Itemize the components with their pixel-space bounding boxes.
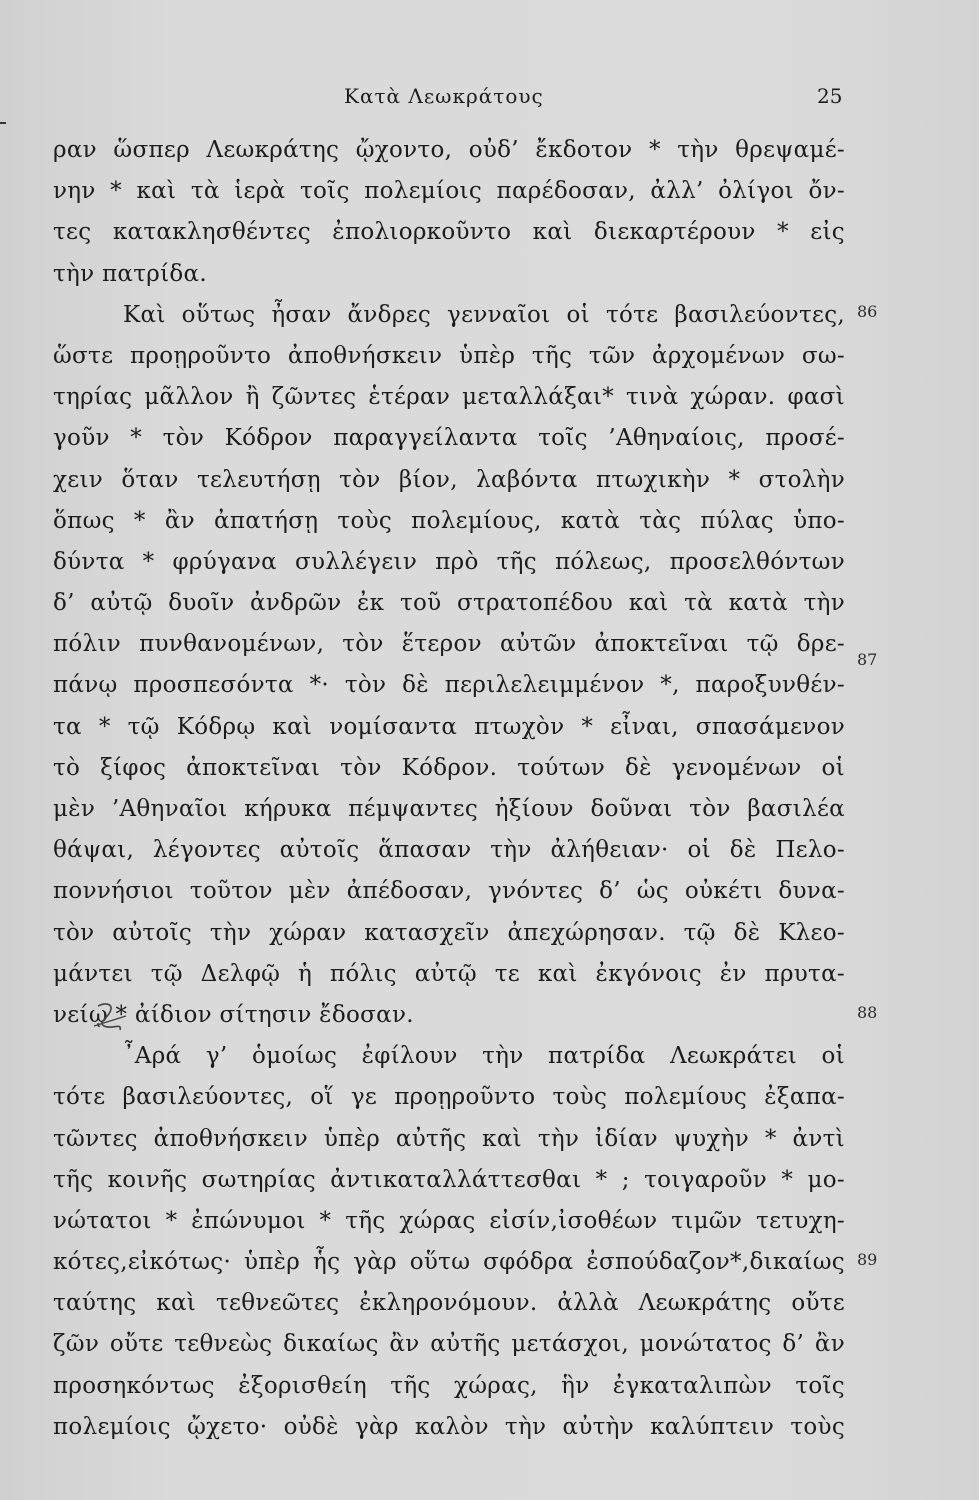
running-title: Κατὰ Λεωκράτους: [344, 84, 544, 108]
text-line: νην * καὶ τὰ ἱερὰ τοῖς πολεμίοις παρέδοσαν, ἀλλ’ ὀλίγοι ὄν-: [53, 178, 845, 205]
text-line: πάνῳ προσπεσόντα *· τὸν δὲ περιλελειμμένον *, παροξυνθέν-: [53, 672, 845, 699]
text-line: δ’ αὐτῷ δυοῖν ἀνδρῶν ἐκ τοῦ στρατοπέδου καὶ τὰ κατὰ τὴν: [53, 590, 845, 617]
text-line: τὴν πατρίδα.: [53, 260, 207, 287]
text-line: ῏Αρά γ’ ὁμοίως ἐφίλουν τὴν πατρίδα Λεωκράτει οἱ: [123, 1043, 845, 1070]
text-line: γοῦν * τὸν Κόδρον παραγγείλαντα τοῖς ’Αθηναίοις, προσέ-: [53, 425, 845, 452]
text-line: Καὶ οὕτως ἦσαν ἄνδρες γενναῖοι οἱ τότε βασιλεύοντες,: [123, 301, 845, 328]
margin-number: 88: [857, 1003, 878, 1022]
text-line: τότε βασιλεύοντες, οἵ γε προῃροῦντο τοὺς πολεμίους ἐξαπα-: [53, 1084, 845, 1111]
text-line: χειν ὅταν τελευτήσῃ τὸν βίον, λαβόντα πτωχικὴν * στολὴν: [53, 466, 845, 493]
pencil-mark-icon: [92, 1000, 132, 1036]
margin-number: 89: [857, 1250, 878, 1269]
text-line: δύντα * φρύγανα συλλέγειν πρὸ τῆς πόλεως, προσελθόντων: [53, 548, 845, 575]
text-line: μὲν ’Αθηναῖοι κήρυκα πέμψαντες ἠξίουν δοῦναι τὸν βασιλέα: [53, 796, 845, 822]
text-line: τὸν αὐτοῖς τὴν χώραν κατασχεῖν ἀπεχώρησαν. τῷ δὲ Κλεο-: [53, 919, 845, 946]
text-line: τῆς κοινῆς σωτηρίας ἀντικαταλλάττεσθαι * ; τοιγαροῦν * μο-: [53, 1166, 845, 1193]
text-line: τὸ ξίφος ἀποκτεῖναι τὸν Κόδρον. τούτων δὲ γενομένων οἱ: [53, 754, 845, 781]
text-line: ποννήσιοι τοῦτον μὲν ἀπέδοσαν, γνόντες δ’ ὡς οὐκέτι δυνα-: [53, 878, 845, 905]
text-line: ζῶν οὔτε τεθνεὼς δικαίως ἂν αὐτῆς μετάσχοι, μονώτατος δ’ ἂν: [53, 1331, 845, 1358]
text-line: νείῳ * ἀίδιον σίτησιν ἔδοσαν.: [53, 1001, 414, 1028]
text-line: τα * τῷ Κόδρῳ καὶ νομίσαντα πτωχὸν * εἶναι, σπασάμενον: [53, 713, 845, 740]
text-line: ὥστε προῃροῦντο ἀποθνήσκειν ὑπὲρ τῆς τῶν ἀρχομένων σω-: [53, 342, 845, 369]
text-line: πόλιν πυνθανομένων, τὸν ἕτερον αὐτῶν ἀποκτεῖναι τῷ δρε-: [53, 631, 845, 658]
margin-number: 87: [857, 650, 878, 669]
text-line: προσηκόντως ἐξορισθείη τῆς χώρας, ἣν ἐγκαταλιπὼν τοῖς: [53, 1372, 845, 1399]
text-line: κότες,εἰκότως· ὑπὲρ ἧς γὰρ οὕτω σφόδρα ἐσπούδαζον*,δικαίως: [53, 1249, 845, 1276]
text-line: τηρίας μᾶλλον ἢ ζῶντες ἑτέραν μεταλλάξαι* τινὰ χώραν. φασὶ: [53, 384, 845, 411]
running-head: [0, 84, 979, 114]
edge-mark: [0, 122, 6, 124]
margin-number: 86: [857, 302, 878, 321]
text-line: θάψαι, λέγοντες αὐτοῖς ἅπασαν τὴν ἀλήθειαν· οἱ δὲ Πελο-: [53, 837, 845, 864]
text-line: μάντει τῷ Δελφῷ ἡ πόλις αὐτῷ τε καὶ ἐκγόνοις ἐν πρυτα-: [53, 960, 845, 987]
text-line: ταύτης καὶ τεθνεῶτες ἐκληρονόμουν. ἀλλὰ Λεωκράτης οὔτε: [53, 1290, 845, 1317]
text-line: ὅπως * ἂν ἀπατήσῃ τοὺς πολεμίους, κατὰ τὰς πύλας ὑπο-: [53, 507, 845, 534]
text-line: τες κατακλησθέντες ἐπολιορκοῦντο καὶ διεκαρτέρουν * εἰς: [53, 219, 845, 246]
text-line: πολεμίοις ᾤχετο· οὐδὲ γὰρ καλὸν τὴν αὐτὴν καλύπτειν τοὺς: [53, 1413, 845, 1440]
page-number: 25: [817, 84, 843, 108]
text-line: τῶντες ἀποθνήσκειν ὑπὲρ αὐτῆς καὶ τὴν ἰδίαν ψυχὴν * ἀντὶ: [53, 1125, 845, 1152]
text-line: ραν ὥσπερ Λεωκράτης ᾤχοντο, οὐδ’ ἔκδοτον * τὴν θρεψαμέ-: [53, 137, 845, 163]
text-line: νώτατοι * ἐπώνυμοι * τῆς χώρας εἰσίν,ἰσοθέων τιμῶν τετυχη-: [53, 1207, 845, 1234]
text-block: [53, 130, 845, 1448]
